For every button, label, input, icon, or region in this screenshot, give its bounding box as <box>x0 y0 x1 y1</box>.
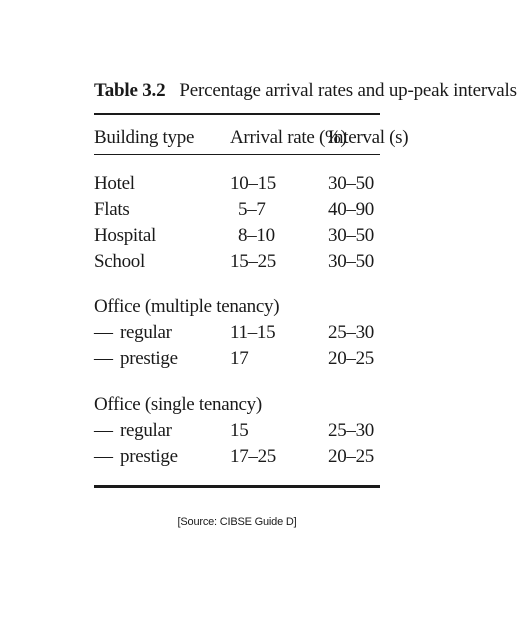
dash-marker: — <box>94 322 113 343</box>
row-building-type <box>94 420 172 442</box>
table-title: Percentage arrival rates and up-peak intervals <box>179 80 517 101</box>
row-interval: 25–30 <box>328 322 375 343</box>
row-interval: 30–50 <box>328 173 375 194</box>
sub-type-label: regular <box>120 322 172 343</box>
row-building-type <box>94 348 178 370</box>
row-building-type <box>94 446 178 468</box>
row-interval: 30–50 <box>328 251 375 272</box>
row-arrival-rate: 8–10 <box>238 225 275 246</box>
bottom-rule <box>94 485 380 488</box>
sub-type-label: prestige <box>120 446 178 467</box>
group-heading-multiple-tenancy: Office (multiple tenancy) <box>94 296 280 317</box>
row-arrival-rate: 15 <box>230 420 249 441</box>
row-building-type: Hotel <box>94 173 135 194</box>
row-building-type <box>94 322 172 344</box>
sub-type-label: prestige <box>120 348 178 369</box>
row-building-type: Hospital <box>94 225 156 246</box>
source-note: [Source: CIBSE Guide D] <box>177 516 297 528</box>
row-interval: 40–90 <box>328 199 375 220</box>
dash-marker: — <box>94 446 113 467</box>
table-caption <box>94 80 517 102</box>
row-building-type: Flats <box>94 199 130 220</box>
row-arrival-rate: 17–25 <box>230 446 277 467</box>
table-number: Table 3.2 <box>94 80 166 101</box>
row-interval: 20–25 <box>328 446 375 467</box>
row-interval: 25–30 <box>328 420 375 441</box>
row-arrival-rate: 11–15 <box>230 322 276 343</box>
row-interval: 30–50 <box>328 225 375 246</box>
dash-marker: — <box>94 348 113 369</box>
row-arrival-rate: 5–7 <box>238 199 266 220</box>
row-building-type: School <box>94 251 145 272</box>
dash-marker: — <box>94 420 113 441</box>
header-building-type: Building type <box>94 127 195 148</box>
row-arrival-rate: 10–15 <box>230 173 277 194</box>
row-arrival-rate: 17 <box>230 348 249 369</box>
row-arrival-rate: 15–25 <box>230 251 277 272</box>
top-rule <box>94 113 380 115</box>
row-interval: 20–25 <box>328 348 375 369</box>
sub-type-label: regular <box>120 420 172 441</box>
header-interval: Interval (s) <box>328 127 409 148</box>
group-heading-single-tenancy: Office (single tenancy) <box>94 394 262 415</box>
header-arrival-rate: Arrival rate (%) <box>230 127 347 148</box>
header-rule <box>94 154 380 155</box>
